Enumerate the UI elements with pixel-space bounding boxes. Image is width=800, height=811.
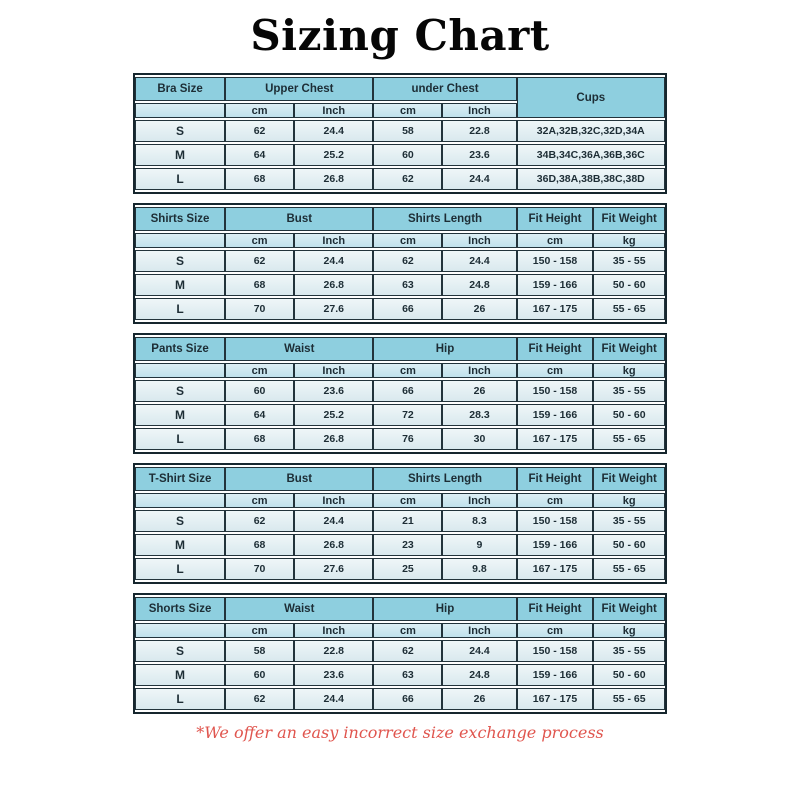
measure-group-header: Fit Weight: [593, 207, 665, 231]
size-cell: L: [135, 428, 225, 450]
value-cell: 70: [225, 558, 294, 580]
unit-cell: Inch: [294, 493, 374, 508]
value-cell: 26.8: [294, 534, 374, 556]
table-row: [135, 534, 665, 556]
empty-unit-cell: [135, 363, 225, 378]
value-cell: 21: [373, 510, 442, 532]
unit-cell: Inch: [442, 103, 516, 118]
unit-cell: kg: [593, 493, 665, 508]
measure-group-header: Fit Height: [517, 467, 594, 491]
size-cell: S: [135, 640, 225, 662]
measure-group-header: Bust: [225, 207, 373, 231]
unit-cell: cm: [225, 103, 294, 118]
value-cell: 62: [373, 168, 442, 190]
value-cell: 50 - 60: [593, 664, 665, 686]
footnote: *We offer an easy incorrect size exchange process: [196, 723, 604, 742]
measure-group-header: Upper Chest: [225, 77, 373, 101]
unit-cell: cm: [373, 363, 442, 378]
measure-group-header: Fit Weight: [593, 597, 665, 621]
table-row: [135, 274, 665, 296]
value-cell: 22.8: [442, 120, 516, 142]
unit-cell: Inch: [294, 233, 374, 248]
table-row: [135, 688, 665, 710]
value-cell: 70: [225, 298, 294, 320]
value-cell: 24.4: [442, 640, 516, 662]
measure-group-header: Bust: [225, 467, 373, 491]
value-cell: 23.6: [442, 144, 516, 166]
unit-cell: cm: [517, 623, 594, 638]
table-row: [135, 428, 665, 450]
value-cell: 159 - 166: [517, 664, 594, 686]
unit-cell: kg: [593, 363, 665, 378]
value-cell: 62: [225, 120, 294, 142]
empty-unit-cell: [135, 103, 225, 118]
sizing-table-shorts-size: [133, 593, 667, 714]
value-cell: 62: [225, 510, 294, 532]
value-cell: 24.8: [442, 664, 516, 686]
value-cell: 60: [225, 664, 294, 686]
value-cell: 26: [442, 298, 516, 320]
measure-group-header: Shirts Length: [373, 467, 516, 491]
value-cell: 35 - 55: [593, 250, 665, 272]
value-cell: 63: [373, 274, 442, 296]
measure-group-header: Hip: [373, 597, 516, 621]
value-cell: 60: [373, 144, 442, 166]
sizing-tables: [133, 73, 667, 714]
value-cell: 159 - 166: [517, 274, 594, 296]
value-cell: 26.8: [294, 168, 374, 190]
table-row: [135, 298, 665, 320]
value-cell: 27.6: [294, 558, 374, 580]
table-row: [135, 664, 665, 686]
unit-cell: Inch: [294, 103, 374, 118]
value-cell: 55 - 65: [593, 558, 665, 580]
unit-cell: Inch: [294, 363, 374, 378]
size-cell: M: [135, 534, 225, 556]
value-cell: 150 - 158: [517, 640, 594, 662]
value-cell: 23.6: [294, 664, 374, 686]
value-cell: 63: [373, 664, 442, 686]
unit-cell: cm: [517, 493, 594, 508]
unit-cell: cm: [373, 623, 442, 638]
table-row: [135, 640, 665, 662]
measure-group-header: Fit Weight: [593, 467, 665, 491]
value-cell: 28.3: [442, 404, 516, 426]
value-cell: 72: [373, 404, 442, 426]
value-cell: 35 - 55: [593, 380, 665, 402]
table-row: [135, 380, 665, 402]
value-cell: 24.4: [294, 250, 374, 272]
size-cell: M: [135, 274, 225, 296]
unit-cell: Inch: [442, 623, 516, 638]
size-cell: S: [135, 120, 225, 142]
value-cell: 27.6: [294, 298, 374, 320]
value-cell: 24.4: [294, 510, 374, 532]
value-cell: 159 - 166: [517, 534, 594, 556]
size-category-header: Shorts Size: [135, 597, 225, 621]
value-cell: 22.8: [294, 640, 374, 662]
value-cell: 62: [373, 640, 442, 662]
size-cell: L: [135, 168, 225, 190]
measure-group-header: Fit Weight: [593, 337, 665, 361]
measure-group-header: under Chest: [373, 77, 516, 101]
value-cell: 25: [373, 558, 442, 580]
value-cell: 66: [373, 298, 442, 320]
value-cell: 68: [225, 534, 294, 556]
sizing-table-bra-size: [133, 73, 667, 194]
measure-group-header: Waist: [225, 337, 373, 361]
value-cell: 55 - 65: [593, 688, 665, 710]
value-cell: 50 - 60: [593, 404, 665, 426]
value-cell: 24.4: [442, 168, 516, 190]
value-cell: 26: [442, 688, 516, 710]
unit-cell: cm: [517, 233, 594, 248]
value-cell: 26.8: [294, 428, 374, 450]
value-cell: 76: [373, 428, 442, 450]
measure-group-header: Shirts Length: [373, 207, 516, 231]
value-cell: 24.4: [294, 120, 374, 142]
measure-group-header: Fit Height: [517, 337, 594, 361]
value-cell: 62: [225, 688, 294, 710]
size-category-header: Shirts Size: [135, 207, 225, 231]
unit-cell: cm: [225, 363, 294, 378]
value-cell: 23.6: [294, 380, 374, 402]
value-cell: 62: [373, 250, 442, 272]
measure-group-header: Hip: [373, 337, 516, 361]
value-cell: 55 - 65: [593, 428, 665, 450]
value-cell: 34B,34C,36A,36B,36C: [517, 144, 665, 166]
value-cell: 26.8: [294, 274, 374, 296]
value-cell: 150 - 158: [517, 510, 594, 532]
value-cell: 68: [225, 428, 294, 450]
value-cell: 150 - 158: [517, 250, 594, 272]
value-cell: 24.8: [442, 274, 516, 296]
value-cell: 66: [373, 688, 442, 710]
value-cell: 9.8: [442, 558, 516, 580]
table-row: [135, 510, 665, 532]
value-cell: 35 - 55: [593, 510, 665, 532]
value-cell: 26: [442, 380, 516, 402]
size-cell: S: [135, 250, 225, 272]
sizing-table-t-shirt-size: [133, 463, 667, 584]
size-cell: M: [135, 404, 225, 426]
value-cell: 167 - 175: [517, 688, 594, 710]
unit-cell: Inch: [442, 233, 516, 248]
value-cell: 25.2: [294, 144, 374, 166]
size-cell: L: [135, 688, 225, 710]
unit-cell: kg: [593, 233, 665, 248]
unit-cell: Inch: [442, 363, 516, 378]
value-cell: 60: [225, 380, 294, 402]
size-category-header: T-Shirt Size: [135, 467, 225, 491]
value-cell: 62: [225, 250, 294, 272]
empty-unit-cell: [135, 493, 225, 508]
value-cell: 167 - 175: [517, 428, 594, 450]
size-cell: S: [135, 510, 225, 532]
size-cell: L: [135, 298, 225, 320]
sizing-table-pants-size: [133, 333, 667, 454]
value-cell: 64: [225, 404, 294, 426]
size-cell: M: [135, 144, 225, 166]
value-cell: 55 - 65: [593, 298, 665, 320]
table-row: [135, 558, 665, 580]
value-cell: 24.4: [442, 250, 516, 272]
value-cell: 35 - 55: [593, 640, 665, 662]
unit-cell: cm: [225, 623, 294, 638]
measure-group-header: Cups: [517, 77, 665, 118]
page-title: Sizing Chart: [250, 11, 550, 60]
value-cell: 24.4: [294, 688, 374, 710]
unit-cell: cm: [373, 103, 442, 118]
unit-cell: Inch: [294, 623, 374, 638]
value-cell: 32A,32B,32C,32D,34A: [517, 120, 665, 142]
value-cell: 58: [373, 120, 442, 142]
measure-group-header: Waist: [225, 597, 373, 621]
value-cell: 23: [373, 534, 442, 556]
value-cell: 66: [373, 380, 442, 402]
value-cell: 9: [442, 534, 516, 556]
table-row: [135, 120, 665, 142]
size-category-header: Bra Size: [135, 77, 225, 101]
value-cell: 36D,38A,38B,38C,38D: [517, 168, 665, 190]
value-cell: 167 - 175: [517, 298, 594, 320]
value-cell: 150 - 158: [517, 380, 594, 402]
table-row: [135, 404, 665, 426]
size-cell: S: [135, 380, 225, 402]
value-cell: 167 - 175: [517, 558, 594, 580]
measure-group-header: Fit Height: [517, 207, 594, 231]
table-row: [135, 168, 665, 190]
unit-cell: kg: [593, 623, 665, 638]
value-cell: 50 - 60: [593, 534, 665, 556]
measure-group-header: Fit Height: [517, 597, 594, 621]
value-cell: 30: [442, 428, 516, 450]
value-cell: 8.3: [442, 510, 516, 532]
unit-cell: cm: [225, 233, 294, 248]
value-cell: 64: [225, 144, 294, 166]
sizing-table-shirts-size: [133, 203, 667, 324]
unit-cell: cm: [373, 233, 442, 248]
value-cell: 159 - 166: [517, 404, 594, 426]
value-cell: 68: [225, 168, 294, 190]
size-cell: L: [135, 558, 225, 580]
unit-cell: cm: [225, 493, 294, 508]
unit-cell: cm: [373, 493, 442, 508]
table-row: [135, 250, 665, 272]
table-row: [135, 144, 665, 166]
value-cell: 68: [225, 274, 294, 296]
size-category-header: Pants Size: [135, 337, 225, 361]
unit-cell: Inch: [442, 493, 516, 508]
size-cell: M: [135, 664, 225, 686]
value-cell: 50 - 60: [593, 274, 665, 296]
empty-unit-cell: [135, 623, 225, 638]
empty-unit-cell: [135, 233, 225, 248]
value-cell: 25.2: [294, 404, 374, 426]
value-cell: 58: [225, 640, 294, 662]
unit-cell: cm: [517, 363, 594, 378]
